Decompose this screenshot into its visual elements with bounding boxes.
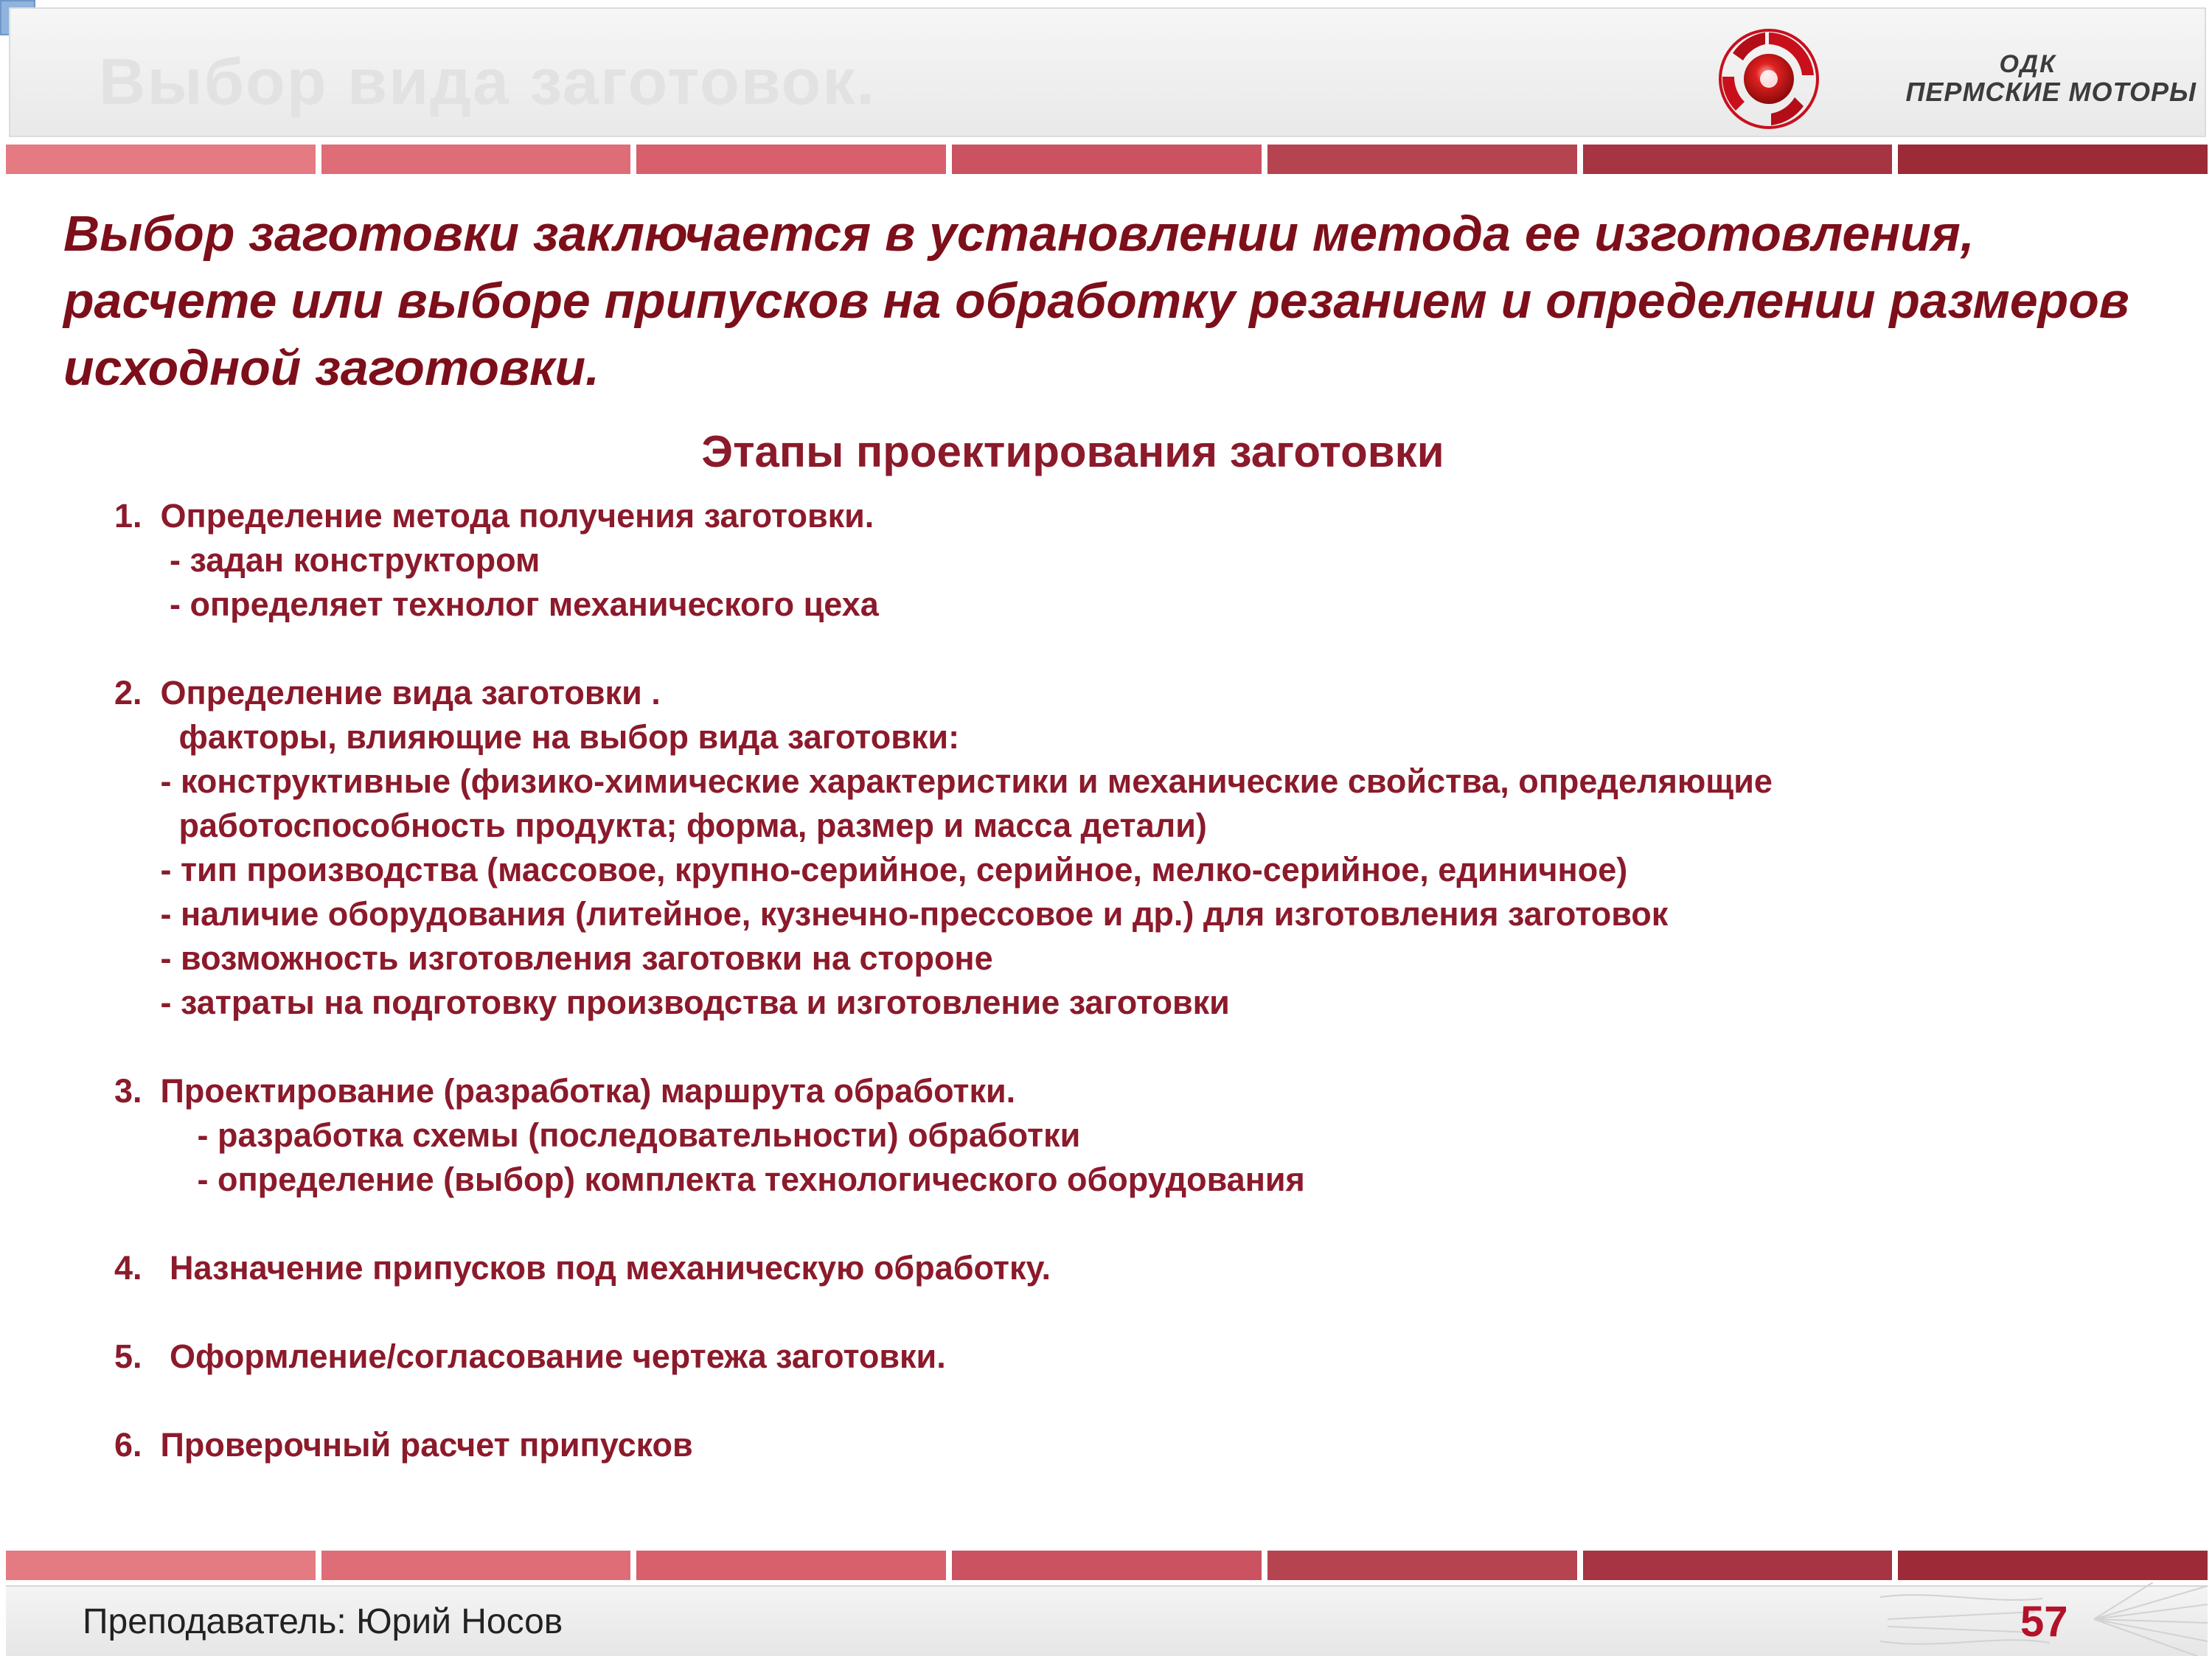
steps-list	[114, 494, 2164, 1467]
stripe-segment	[1898, 1551, 2208, 1580]
stripe-segment	[1898, 145, 2208, 174]
stripe-segment	[321, 1551, 631, 1580]
header-bar	[9, 7, 2206, 137]
section-title: Этапы проектирования заготовки	[701, 427, 1444, 476]
company-logo	[1714, 24, 2208, 134]
step-1-title: 1. Определение метода получения заготовки.	[114, 497, 874, 535]
step-4-title: 4. Назначение припусков под механическую обработку.	[114, 1249, 1051, 1287]
stripe-segment	[1583, 145, 1893, 174]
odk-logo-icon	[1714, 24, 1824, 134]
stripe-segment	[952, 1551, 1262, 1580]
step-1-item: - определяет технолог механического цеха	[114, 585, 879, 623]
stripe-segment	[636, 145, 946, 174]
slide-header-title: Выбор вида заготовок.	[99, 45, 876, 118]
page-number: 57	[2020, 1598, 2068, 1646]
stripe-segment	[636, 1551, 946, 1580]
spacer	[114, 1025, 2164, 1069]
stripe-segment	[1267, 145, 1577, 174]
stripe-segment	[1267, 1551, 1577, 1580]
stripe-segment	[6, 145, 316, 174]
step-2-title: 2. Определение вида заготовки .	[114, 674, 661, 712]
stripe-segment	[6, 1551, 316, 1580]
spacer	[114, 1202, 2164, 1246]
step-6-title: 6. Проверочный расчет припусков	[114, 1426, 693, 1464]
bottom-stripe	[6, 1551, 2208, 1580]
step-2-item: - затраты на подготовку производства и изготовление заготовки	[114, 984, 1230, 1021]
spacer	[114, 1379, 2164, 1423]
spacer	[114, 1290, 2164, 1335]
logo-text-line2: ПЕРМСКИЕ МОТОРЫ	[1905, 77, 2197, 107]
step-3-item: - разработка схемы (последовательности) обработки	[114, 1116, 1081, 1154]
stripe-segment	[321, 145, 631, 174]
logo-text-line1: ОДК	[1999, 50, 2056, 78]
step-2-item: - конструктивные (физико-химические характеристики и механические свойства, определяющие	[114, 762, 1773, 800]
stripe-segment	[952, 145, 1262, 174]
presenter-name: Преподаватель: Юрий Носов	[83, 1602, 563, 1641]
top-stripe	[6, 145, 2208, 174]
step-1-item: - задан конструктором	[114, 541, 540, 579]
step-2-item: - возможность изготовления заготовки на стороне	[114, 939, 993, 977]
step-2-item: - наличие оборудования (литейное, кузнечно-прессовое и др.) для изготовления заготовок	[114, 895, 1669, 933]
spacer	[114, 627, 2164, 671]
stripe-segment	[1583, 1551, 1893, 1580]
step-2-item: работоспособность продукта; форма, размер и масса детали)	[114, 807, 1207, 844]
step-5-title: 5. Оформление/согласование чертежа заготовки.	[114, 1338, 946, 1375]
step-2-item: факторы, влияющие на выбор вида заготовки:	[114, 718, 960, 756]
step-2-item: - тип производства (массовое, крупно-серийное, серийное, мелко-серийное, единичное)	[114, 851, 1628, 888]
step-3-item: - определение (выбор) комплекта технологического оборудования	[114, 1161, 1305, 1198]
step-3-title: 3. Проектирование (разработка) маршрута обработки.	[114, 1072, 1016, 1110]
intro-paragraph: Выбор заготовки заключается в установлении метода ее изготовления, расчете или выборе припусков на обработку резанием и определении размеров исходной заготовки.	[63, 206, 2129, 396]
